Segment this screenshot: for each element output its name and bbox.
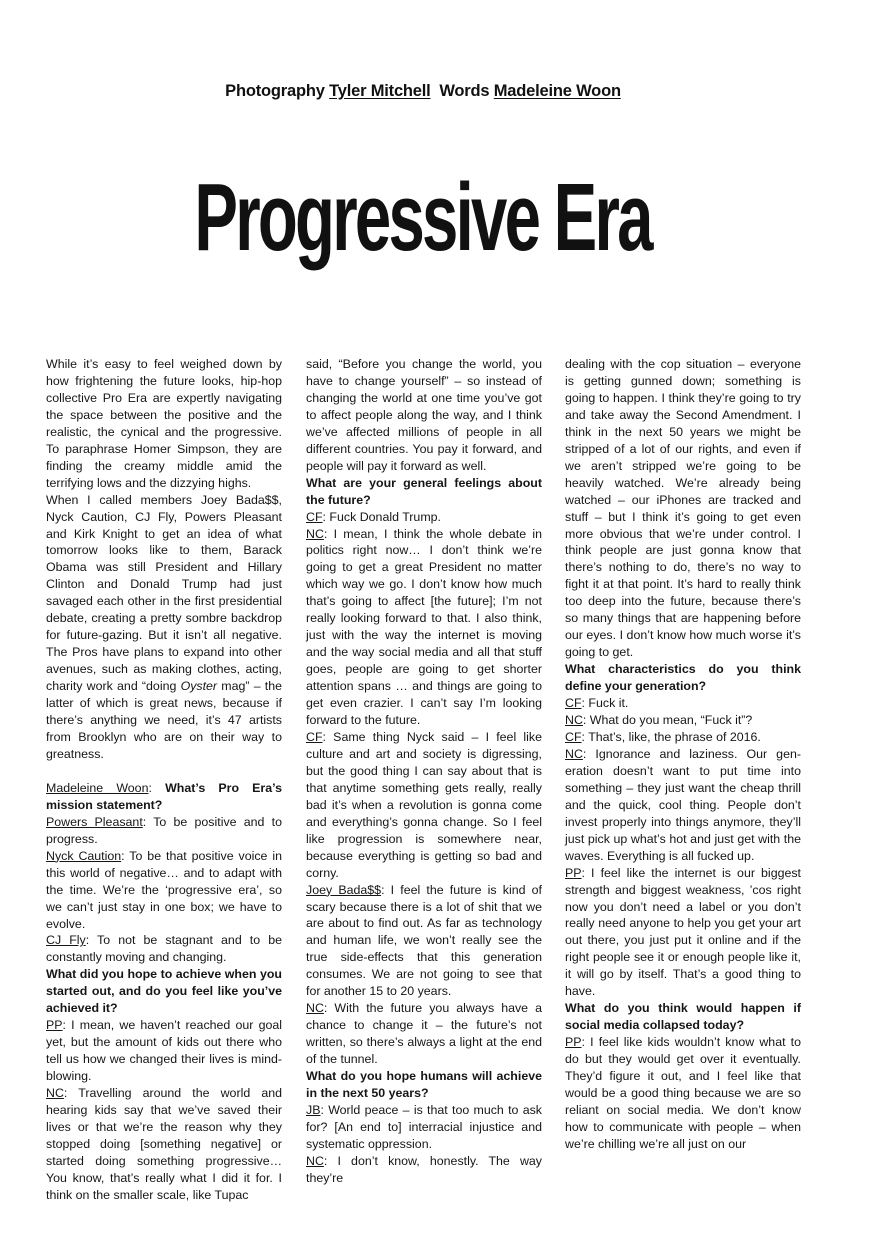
intro-paragraph-2: When I called members Joey Bada$$, Nyck Caution, CJ Fly, Powers Pleasant and Kirk Knight to get an idea of what tomorrow looks like to them, Barack Obama was still President and Hillary Clinton and Donald Trump had just savaged each other in the first presidential debate, creating a pretty sombre backdrop for future-gazing. But it isn’t all negative. The Pros have plans to expand into other avenues, such as making clothes, acting, charity work and “doing Oyster mag” – the latter of which is great news, because if there’s anything we need, it’s 47 artists from Brooklyn who are on their way to greatness. (46, 492, 282, 761)
answer-pp-internet: PP: I feel like the internet is our biggest strength and biggest weakness, ’cos right now you don’t need a label or you don’t really need anyone to help you get your art out there, you just put it online and if the right people see it or enough people like it, it will go by itself. That’s a good thing to have. (565, 865, 801, 999)
question-social-media: What do you think would happen if social media collapsed today? (565, 1001, 801, 1033)
answer-joey-badass: Joey Bada$$: I feel the future is kind of scary because there is a lot of shit that we are about to find out. As far as technology and human life, we won’t really see the true side-effects that this generation consumes. We are not going to see that for another 15 to 20 years. (306, 882, 542, 999)
answer-nc-honestly: NC: I don’t know, honestly. The way they’re (306, 1153, 542, 1185)
answer-cf-trump: CF: Fuck Donald Trump. (306, 509, 441, 524)
words-label: Words (439, 82, 490, 100)
answer-cf-fuck-it: CF: Fuck it. (565, 696, 629, 711)
question-generation: What characteristics do you think define your generation? (565, 662, 801, 694)
answer-powers-pleasant: Powers Pleasant: To be positive and to progress. (46, 814, 282, 846)
answer-nc-continued: said, “Before you change the world, you have to change yourself” – so instead of changing the world at one time you’ve got to affect people along the way, and I think we’ve affected millions of people in all different countries. You pay it forward, and people will pay it forward as well. (306, 357, 542, 473)
credits-line (0, 82, 846, 101)
paragraph-spacer (46, 763, 282, 780)
text-column-1 (46, 356, 282, 1204)
photography-label: Photography (225, 82, 325, 100)
text-column-2 (306, 356, 542, 1187)
question-achieve: What did you hope to achieve when you started out, and do you feel like you’ve achieved it? (46, 967, 282, 1016)
answer-pp-social-media: PP: I feel like kids wouldn’t know what to do but they would get over it eventually. They’d figure it out, and I feel like that would be a good thing because we are so reliant on social media. We don’t know how to communicate with people – when we’re chilling we’re all just on our (565, 1035, 801, 1151)
answer-nyck-caution: Nyck Caution: To be that positive voice in this world of negative… and to adapt with the time. We’re the ‘progressive era’, so we can’t just stay in one box; we have to evolve. (46, 848, 283, 931)
speaker-nyck-caution: Nyck Caution (46, 848, 122, 863)
speaker-madeleine-woon: Madeleine Woon (46, 780, 149, 795)
answer-nc-what-mean: NC: What do you mean, “Fuck it”? (565, 713, 753, 728)
speaker-joey-badass: Joey Bada$$ (306, 882, 382, 897)
question-50-years: What do you hope humans will achieve in the next 50 years? (306, 1069, 542, 1100)
answer-nc-achieve: NC: Travelling around the world and hearing kids say that we’ve saved their lives or that we’re the reason why they stopped doing [something negative] or started doing something progressive… You know, that’s really what I did it for. I think on the smaller scale, like Tupac (46, 1086, 282, 1202)
answer-nc-cops-continued: dealing with the cop situation – everyone is getting gunned down; something is going to happen. I think they’re going to try and take away the Second Amendment. I think in the next 50 years we might be stripped of a lot of our rights, and even if we aren’t stripped we’re going to be heavily watched. We’re already being watched – our iPhones are tracked and stuff – but I think it’s going to get even more obvious that we’re under control. I think people are just gonna know that there’s nothing to do, there’s no way to fight it at that point. It’s hard to really think too deep into the future, because there’s so many things that are happening before our eyes. I don’t know how much worse it’s going to get. (565, 357, 801, 660)
answer-pp-achieve: PP: I mean, we haven’t reached our goal yet, but the amount of kids out there who tell us how we changed their lives is mind-blowing. (46, 1018, 282, 1084)
intro-paragraph-1: While it’s easy to feel weighed down by how frightening the future looks, hip-hop collective Pro Era are expertly navigating the space between the positive and the realistic, the cynical and the progressive. To paraphrase Homer Simpson, they are finding the creamy middle amid the terrifying lows and the dizzying highs. (46, 357, 282, 490)
photographer-name: Tyler Mitchell (329, 82, 431, 100)
oyster-italic: Oyster (180, 679, 218, 694)
answer-nc-tunnel: NC: With the future you always have a chance to change it – the future’s not written, so there’s always a light at the end of the tunnel. (306, 1001, 542, 1067)
article-title-text: Progressive Era (194, 164, 652, 271)
answer-cf-culture: CF: Same thing Nyck said – I feel like culture and art and society is digressing, but the good thing I can say about that is that anytime something gets really, really bad it’s when a revolution is gonna come and everything’s gonna change. So I feel like progression is somewhere near, because everything is getting so bad and corny. (306, 729, 542, 880)
question-future-feelings: What are your general feelings about the future? (306, 475, 542, 507)
speaker-powers-pleasant: Powers Pleasant (46, 814, 143, 829)
answer-cj-fly: CJ Fly: To not be stagnant and to be constantly moving and changing. (46, 933, 282, 965)
question-mission: Madeleine Woon: What’s Pro Era’s mission statement? (46, 780, 283, 812)
answer-nc-ignorance: NC: Ignorance and laziness. Our generation doesn’t want to put time into something – they just want the cheap thrill and the quick, cool thing. People don’t invest properly into things anymore, they’ll just pick up what’s hot and just get with the waves. Everything is all fucked up. (565, 746, 801, 863)
writer-name: Madeleine Woon (493, 82, 621, 100)
text-column-3 (565, 356, 801, 1153)
speaker-cj-fly: CJ Fly (46, 933, 86, 948)
answer-cf-phrase: CF: That’s, like, the phrase of 2016. (565, 729, 761, 744)
answer-jb-peace: JB: World peace – is that too much to ask for? [An end to] interracial injustice and systematic oppression. (306, 1102, 542, 1151)
answer-nc-politics: NC: I mean, I think the whole debate in politics right now… I don’t think we’re going to get a great President no matter which way we go. I don’t know how much that’s going to affect [the future]; I’m not really looking forward to that. I also think, just with the way the internet is moving and the way social media and all that stuff goes, people are going to get shorter attention spans … and things are going to get even crazier. I can’t say I’m looking forward to the future. (306, 526, 542, 728)
article-title (0, 130, 846, 306)
